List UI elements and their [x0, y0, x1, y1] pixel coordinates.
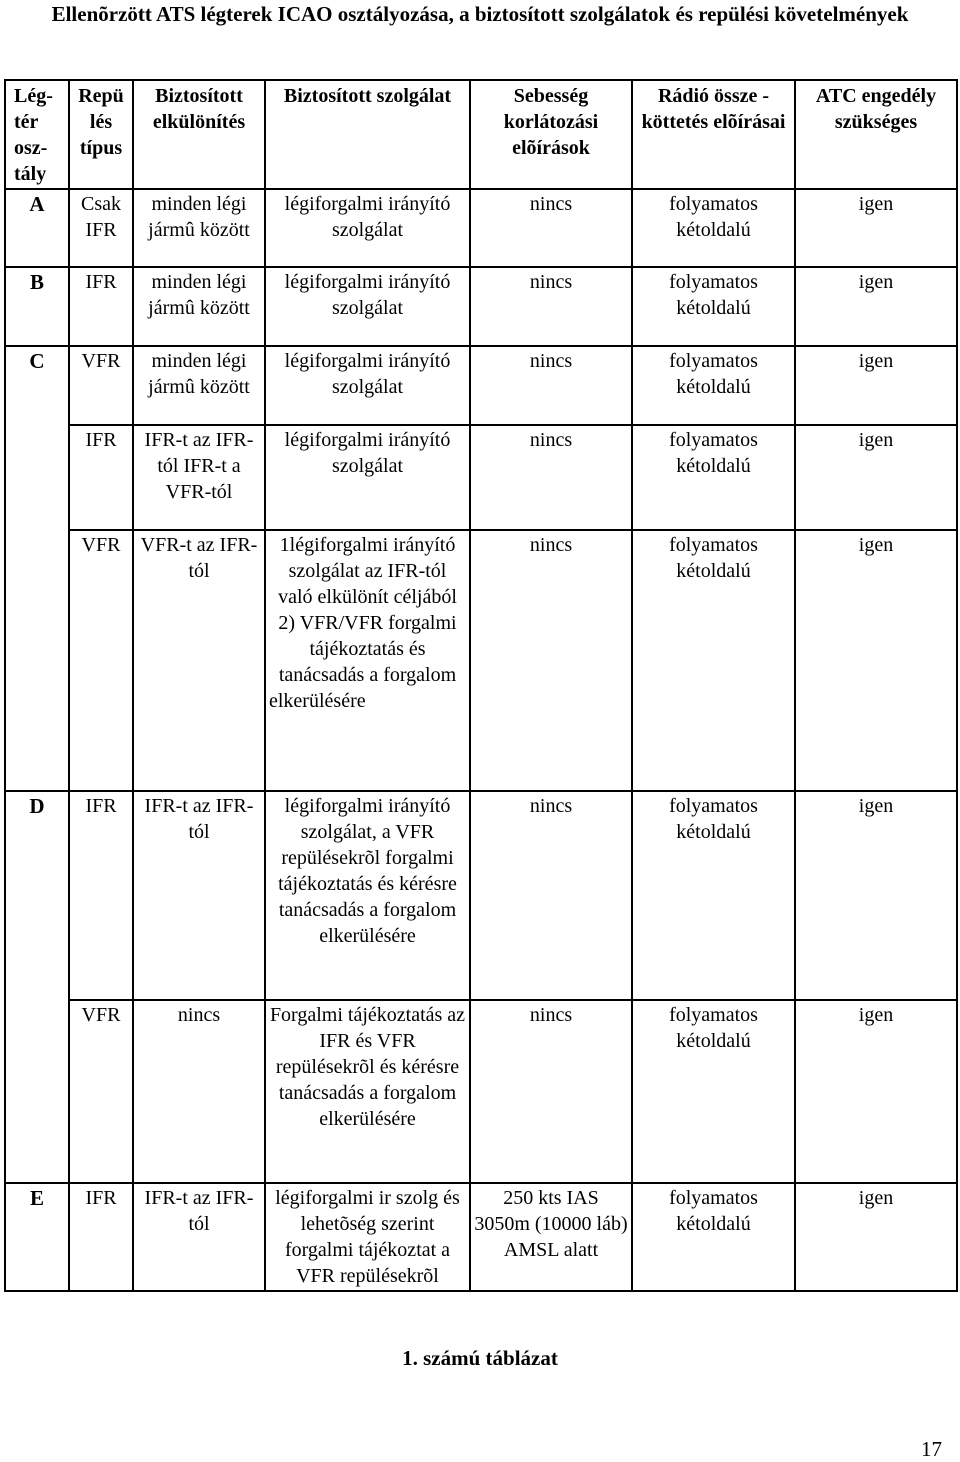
service-cell: légiforgalmi ir szolg és lehetõség szerint forgalmi tájékoztat a VFR repülésekrõl: [265, 1183, 470, 1291]
separation-cell: minden légi jármû között: [133, 346, 265, 425]
atc-cell: igen: [795, 1000, 957, 1183]
table-row: [5, 530, 957, 791]
speed-cell: nincs: [470, 1000, 632, 1183]
service-cell: légiforgalmi irányító szolgálat, a VFR repülésekrõl forgalmi tájékoztatás és kérésre tanácsadás a forgalom elkerülésére: [265, 791, 470, 1000]
service-cell: Forgalmi tájékoztatás az IFR és VFR repülésekrõl és kérésre tanácsadás a forgalom elkerülésére: [265, 1000, 470, 1183]
page-number: 17: [921, 1437, 942, 1461]
service-cell: légiforgalmi irányító szolgálat: [265, 425, 470, 530]
separation-cell: IFR-t az IFR-tól: [133, 1183, 265, 1291]
header-separation: Biztosított elkülönítés: [133, 80, 265, 189]
table-row: [5, 791, 957, 1000]
class-cell: B: [5, 267, 69, 346]
separation-cell: IFR-t az IFR-tól: [133, 791, 265, 1000]
atc-cell: igen: [795, 267, 957, 346]
header-class: Lég-tér osz-tály: [5, 80, 69, 189]
speed-cell: nincs: [470, 530, 632, 791]
class-cell: E: [5, 1183, 69, 1291]
header-flight-type: Repü lés típus: [69, 80, 133, 189]
atc-cell: igen: [795, 346, 957, 425]
radio-cell: folyamatos kétoldalú: [632, 189, 795, 267]
separation-cell: minden légi jármû között: [133, 189, 265, 267]
radio-cell: folyamatos kétoldalú: [632, 1000, 795, 1183]
radio-cell: folyamatos kétoldalú: [632, 1183, 795, 1291]
class-cell: D: [5, 791, 69, 1183]
speed-cell: nincs: [470, 425, 632, 530]
separation-cell: VFR-t az IFR-tól: [133, 530, 265, 791]
atc-cell: igen: [795, 189, 957, 267]
header-atc: ATC engedély szükséges: [795, 80, 957, 189]
radio-cell: folyamatos kétoldalú: [632, 791, 795, 1000]
service-cell: 1légiforgalmi irányító szolgálat az IFR-tól való elkülönít céljából 2) VFR/VFR forgalmi tájékoztatás és tanácsadás a forgalom elkerülésére: [265, 530, 470, 791]
table-row: [5, 346, 957, 425]
radio-cell: folyamatos kétoldalú: [632, 346, 795, 425]
speed-cell: nincs: [470, 189, 632, 267]
table-row: [5, 267, 957, 346]
header-radio: Rádió össze -köttetés elõírásai: [632, 80, 795, 189]
service-cell: légiforgalmi irányító szolgálat: [265, 267, 470, 346]
header-speed: Sebesség korlátozási elõírások: [470, 80, 632, 189]
speed-cell: nincs: [470, 791, 632, 1000]
flight-type-cell: Csak IFR: [69, 189, 133, 267]
flight-type-cell: IFR: [69, 1183, 133, 1291]
flight-type-cell: VFR: [69, 530, 133, 791]
flight-type-cell: IFR: [69, 791, 133, 1000]
separation-cell: nincs: [133, 1000, 265, 1183]
separation-cell: IFR-t az IFR-tól IFR-t a VFR-tól: [133, 425, 265, 530]
class-cell: C: [5, 346, 69, 791]
speed-cell: nincs: [470, 267, 632, 346]
radio-cell: folyamatos kétoldalú: [632, 267, 795, 346]
radio-cell: folyamatos kétoldalú: [632, 530, 795, 791]
radio-cell: folyamatos kétoldalú: [632, 425, 795, 530]
atc-cell: igen: [795, 1183, 957, 1291]
table-caption: 1. számú táblázat: [402, 1346, 558, 1370]
table-row: [5, 189, 957, 267]
flight-type-cell: VFR: [69, 1000, 133, 1183]
flight-type-cell: IFR: [69, 267, 133, 346]
flight-type-cell: IFR: [69, 425, 133, 530]
table-row: [5, 1000, 957, 1183]
document-title: Ellenõrzött ATS légterek ICAO osztályozása, a biztosított szolgálatok és repülési követelmények: [51, 2, 909, 26]
table-header-row: [5, 80, 957, 189]
class-cell: A: [5, 189, 69, 267]
flight-type-cell: VFR: [69, 346, 133, 425]
service-cell: légiforgalmi irányító szolgálat: [265, 189, 470, 267]
separation-cell: minden légi jármû között: [133, 267, 265, 346]
table-row: [5, 425, 957, 530]
speed-cell: nincs: [470, 346, 632, 425]
service-cell: légiforgalmi irányító szolgálat: [265, 346, 470, 425]
atc-cell: igen: [795, 530, 957, 791]
table-row: [5, 1183, 957, 1291]
atc-cell: igen: [795, 425, 957, 530]
header-service: Biztosított szolgálat: [265, 80, 470, 189]
airspace-classification-table: [4, 79, 958, 1292]
atc-cell: igen: [795, 791, 957, 1000]
speed-cell: 250 kts IAS 3050m (10000 láb) AMSL alatt: [470, 1183, 632, 1291]
